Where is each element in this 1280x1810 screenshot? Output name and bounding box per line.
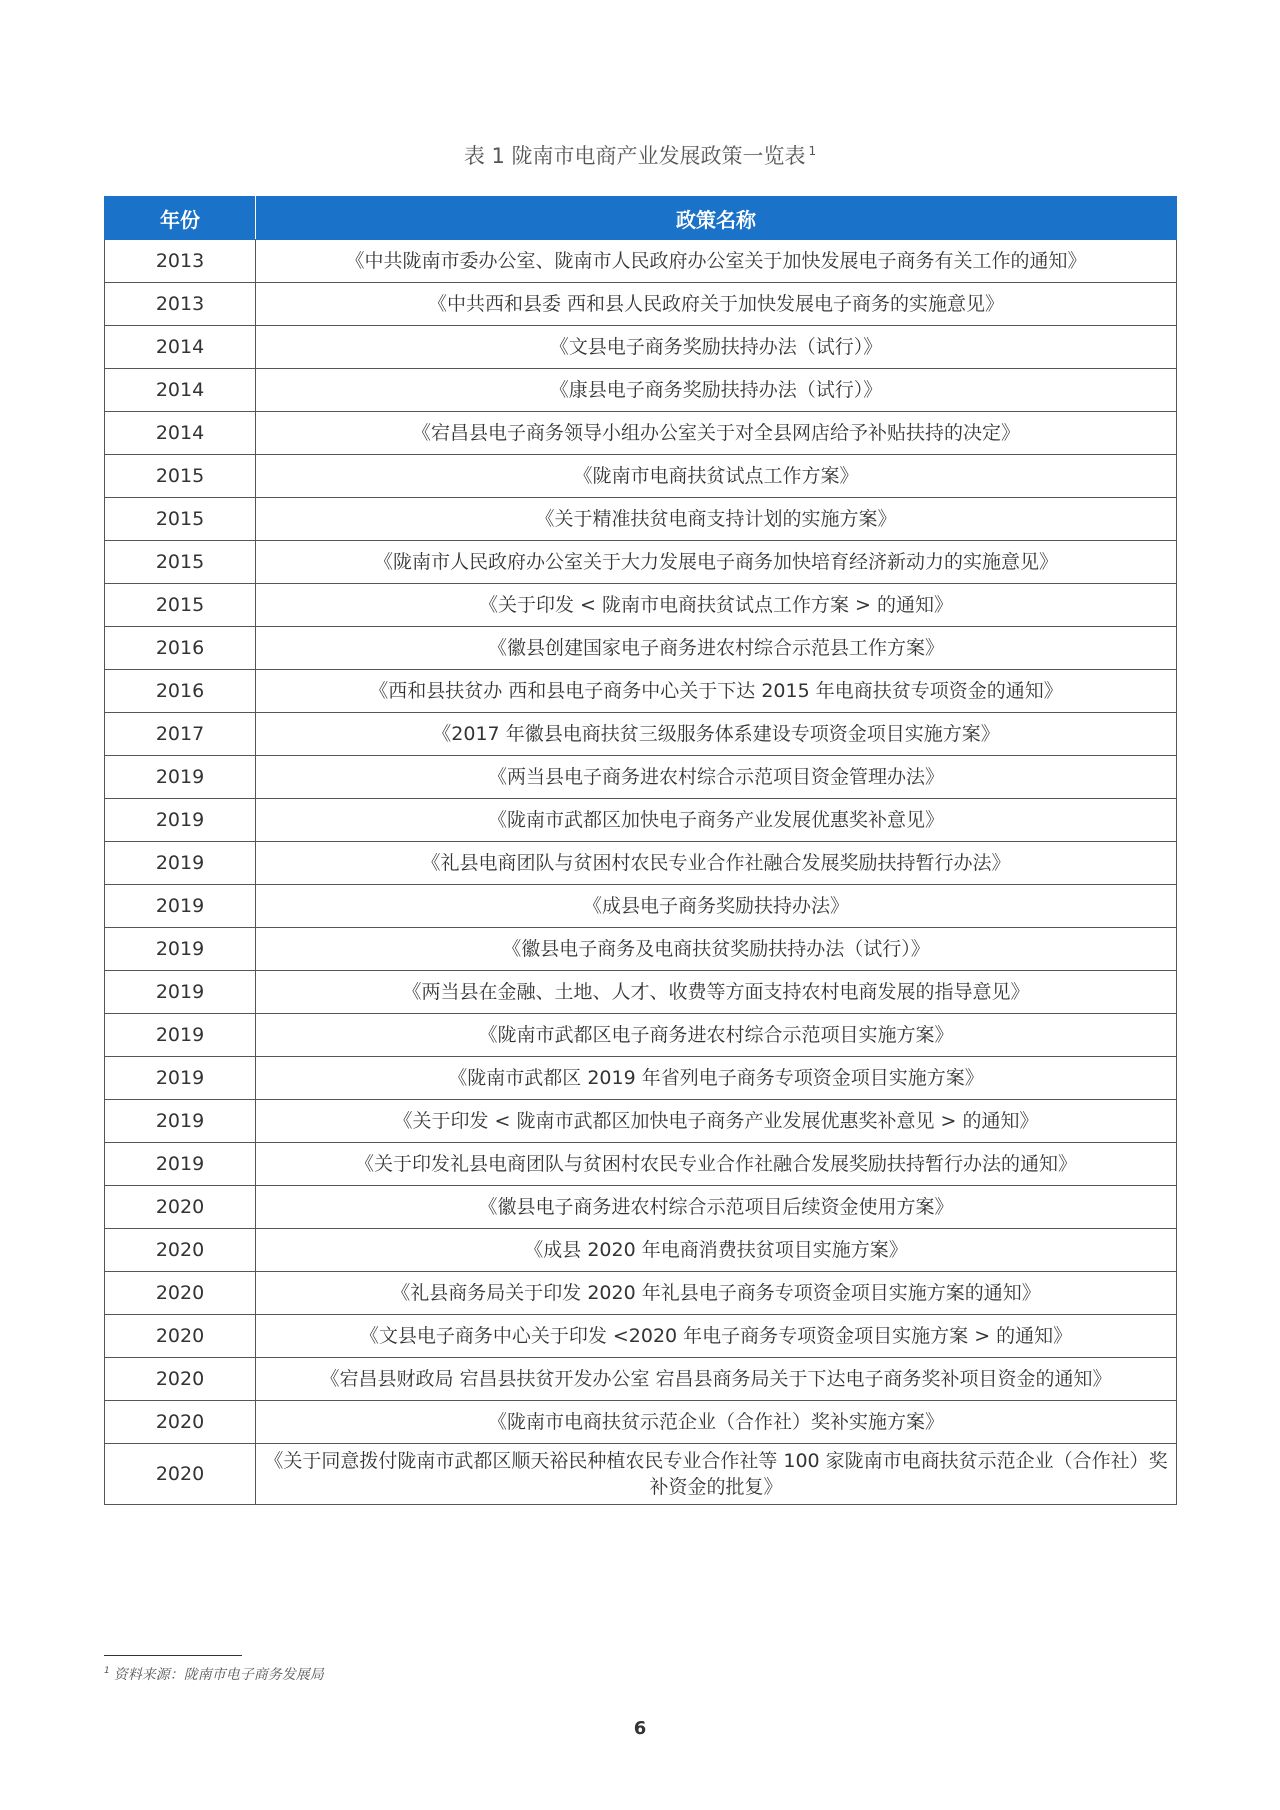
cell-policy-name: 《陇南市电商扶贫试点工作方案》 <box>256 455 1177 498</box>
cell-policy-name: 《关于印发 < 陇南市武都区加快电子商务产业发展优惠奖补意见 > 的通知》 <box>256 1100 1177 1143</box>
footnote <box>104 1664 324 1684</box>
cell-year: 2019 <box>105 971 256 1014</box>
cell-year: 2019 <box>105 928 256 971</box>
cell-year: 2016 <box>105 627 256 670</box>
cell-policy-name: 《陇南市人民政府办公室关于大力发展电子商务加快培育经济新动力的实施意见》 <box>256 541 1177 584</box>
table-row <box>105 799 1177 842</box>
table-row <box>105 1186 1177 1229</box>
cell-year: 2019 <box>105 885 256 928</box>
cell-year: 2017 <box>105 713 256 756</box>
table-row <box>105 627 1177 670</box>
cell-year: 2019 <box>105 1100 256 1143</box>
table-row <box>105 713 1177 756</box>
cell-policy-name: 《两当县在金融、土地、人才、收费等方面支持农村电商发展的指导意见》 <box>256 971 1177 1014</box>
table-row <box>105 1143 1177 1186</box>
caption-text: 表 1 陇南市电商产业发展政策一览表 <box>463 144 806 168</box>
cell-year: 2015 <box>105 455 256 498</box>
cell-year: 2015 <box>105 541 256 584</box>
table-row <box>105 326 1177 369</box>
cell-year: 2020 <box>105 1229 256 1272</box>
caption-footnote-marker: 1 <box>808 144 817 158</box>
cell-policy-name: 《关于印发礼县电商团队与贫困村农民专业合作社融合发展奖励扶持暂行办法的通知》 <box>256 1143 1177 1186</box>
cell-year: 2014 <box>105 412 256 455</box>
cell-policy-name: 《徽县电子商务及电商扶贫奖励扶持办法（试行）》 <box>256 928 1177 971</box>
table-row <box>105 971 1177 1014</box>
cell-year: 2016 <box>105 670 256 713</box>
table-row <box>105 1229 1177 1272</box>
cell-policy-name: 《宕昌县财政局 宕昌县扶贫开发办公室 宕昌县商务局关于下达电子商务奖补项目资金的通知》 <box>256 1358 1177 1401</box>
cell-policy-name: 《两当县电子商务进农村综合示范项目资金管理办法》 <box>256 756 1177 799</box>
cell-year: 2013 <box>105 283 256 326</box>
table-row <box>105 885 1177 928</box>
table-row <box>105 842 1177 885</box>
page-number: 6 <box>633 1718 647 1739</box>
cell-year: 2015 <box>105 584 256 627</box>
table-row <box>105 1358 1177 1401</box>
table-row <box>105 928 1177 971</box>
cell-year: 2014 <box>105 369 256 412</box>
cell-policy-name: 《徽县创建国家电子商务进农村综合示范县工作方案》 <box>256 627 1177 670</box>
cell-year: 2015 <box>105 498 256 541</box>
cell-year: 2019 <box>105 1143 256 1186</box>
cell-year: 2020 <box>105 1272 256 1315</box>
cell-policy-name: 《文县电子商务中心关于印发 <2020 年电子商务专项资金项目实施方案 > 的通知》 <box>256 1315 1177 1358</box>
cell-year: 2019 <box>105 1014 256 1057</box>
cell-policy-name: 《陇南市武都区加快电子商务产业发展优惠奖补意见》 <box>256 799 1177 842</box>
cell-year: 2020 <box>105 1315 256 1358</box>
cell-policy-name: 《徽县电子商务进农村综合示范项目后续资金使用方案》 <box>256 1186 1177 1229</box>
table-row <box>105 412 1177 455</box>
cell-year: 2019 <box>105 756 256 799</box>
table-row <box>105 1272 1177 1315</box>
column-header-policy-name: 政策名称 <box>256 197 1177 240</box>
table-row <box>105 756 1177 799</box>
table-body <box>105 240 1177 1505</box>
table-row <box>105 1057 1177 1100</box>
cell-policy-name: 《成县 2020 年电商消费扶贫项目实施方案》 <box>256 1229 1177 1272</box>
cell-policy-name: 《陇南市武都区 2019 年省列电子商务专项资金项目实施方案》 <box>256 1057 1177 1100</box>
cell-policy-name: 《关于印发 < 陇南市电商扶贫试点工作方案 > 的通知》 <box>256 584 1177 627</box>
table-row <box>105 240 1177 283</box>
cell-policy-name: 《礼县商务局关于印发 2020 年礼县电子商务专项资金项目实施方案的通知》 <box>256 1272 1177 1315</box>
cell-policy-name: 《文县电子商务奖励扶持办法（试行）》 <box>256 326 1177 369</box>
table-caption <box>0 140 1280 170</box>
table-row <box>105 541 1177 584</box>
table-row <box>105 455 1177 498</box>
cell-year: 2020 <box>105 1444 256 1505</box>
column-header-year: 年份 <box>105 197 256 240</box>
policy-table <box>104 196 1177 1505</box>
table-row <box>105 670 1177 713</box>
footnote-divider <box>104 1655 242 1656</box>
cell-year: 2020 <box>105 1358 256 1401</box>
cell-policy-name: 《2017 年徽县电商扶贫三级服务体系建设专项资金项目实施方案》 <box>256 713 1177 756</box>
cell-year: 2020 <box>105 1186 256 1229</box>
cell-policy-name: 《成县电子商务奖励扶持办法》 <box>256 885 1177 928</box>
cell-policy-name: 《关于精准扶贫电商支持计划的实施方案》 <box>256 498 1177 541</box>
cell-policy-name: 《中共西和县委 西和县人民政府关于加快发展电子商务的实施意见》 <box>256 283 1177 326</box>
table-row <box>105 1444 1177 1505</box>
cell-policy-name: 《陇南市武都区电子商务进农村综合示范项目实施方案》 <box>256 1014 1177 1057</box>
table-row <box>105 1100 1177 1143</box>
table-row <box>105 498 1177 541</box>
footnote-marker: 1 <box>104 1666 110 1677</box>
cell-policy-name: 《宕昌县电子商务领导小组办公室关于对全县网店给予补贴扶持的决定》 <box>256 412 1177 455</box>
cell-year: 2013 <box>105 240 256 283</box>
table-row <box>105 1401 1177 1444</box>
table-header-row <box>105 197 1177 240</box>
cell-year: 2019 <box>105 799 256 842</box>
cell-policy-name: 《中共陇南市委办公室、陇南市人民政府办公室关于加快发展电子商务有关工作的通知》 <box>256 240 1177 283</box>
cell-policy-name: 《康县电子商务奖励扶持办法（试行）》 <box>256 369 1177 412</box>
cell-policy-name: 《礼县电商团队与贫困村农民专业合作社融合发展奖励扶持暂行办法》 <box>256 842 1177 885</box>
footnote-text: 资料来源：陇南市电子商务发展局 <box>113 1667 324 1683</box>
cell-year: 2020 <box>105 1401 256 1444</box>
cell-year: 2014 <box>105 326 256 369</box>
table-row <box>105 584 1177 627</box>
table-row <box>105 283 1177 326</box>
table-row <box>105 369 1177 412</box>
cell-year: 2019 <box>105 842 256 885</box>
cell-year: 2019 <box>105 1057 256 1100</box>
table-row <box>105 1014 1177 1057</box>
cell-policy-name: 《关于同意拨付陇南市武都区顺天裕民种植农民专业合作社等 100 家陇南市电商扶贫示范企业（合作社）奖补资金的批复》 <box>256 1444 1177 1505</box>
cell-policy-name: 《西和县扶贫办 西和县电子商务中心关于下达 2015 年电商扶贫专项资金的通知》 <box>256 670 1177 713</box>
cell-policy-name: 《陇南市电商扶贫示范企业（合作社）奖补实施方案》 <box>256 1401 1177 1444</box>
table-row <box>105 1315 1177 1358</box>
